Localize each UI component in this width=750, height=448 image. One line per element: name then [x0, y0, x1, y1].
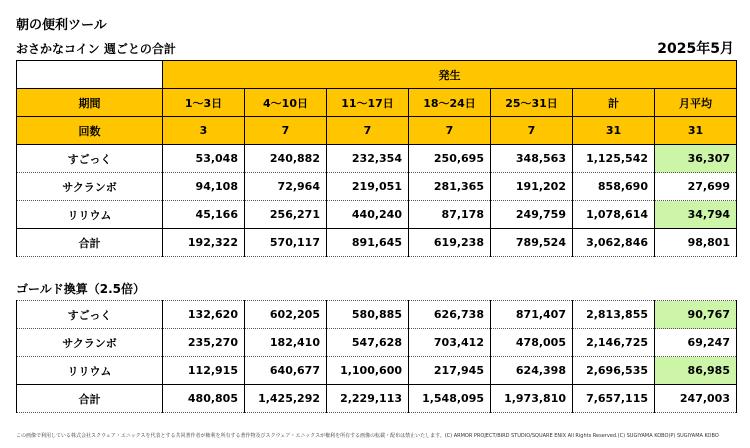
count-cell: 31 — [655, 117, 737, 145]
value-cell: 871,407 — [491, 301, 573, 329]
coin-weekly-table — [16, 60, 737, 257]
value-cell: 217,945 — [409, 357, 491, 385]
value-cell: 703,412 — [409, 329, 491, 357]
value-cell: 94,108 — [163, 173, 245, 201]
value-cell: 626,738 — [409, 301, 491, 329]
table-row — [17, 385, 737, 413]
value-cell: 34,794 — [655, 201, 737, 229]
period-cell: 計 — [573, 89, 655, 117]
row-label: リリウム — [17, 357, 163, 385]
gold-section-title: ゴールド換算（2.5倍） — [16, 282, 146, 296]
value-cell: 3,062,846 — [573, 229, 655, 257]
table-row — [17, 357, 737, 385]
value-cell: 2,813,855 — [573, 301, 655, 329]
value-cell: 36,307 — [655, 145, 737, 173]
value-cell: 249,759 — [491, 201, 573, 229]
value-cell: 348,563 — [491, 145, 573, 173]
value-cell: 247,003 — [655, 385, 737, 413]
row-label: サクランボ — [17, 329, 163, 357]
row-label: リリウム — [17, 201, 163, 229]
value-cell: 53,048 — [163, 145, 245, 173]
value-cell: 192,322 — [163, 229, 245, 257]
period-header: 期間 — [17, 89, 163, 117]
count-cell: 3 — [163, 117, 245, 145]
gold-weekly-table — [16, 300, 737, 413]
value-cell: 1,078,614 — [573, 201, 655, 229]
period-cell: 18〜24日 — [409, 89, 491, 117]
count-cell: 7 — [491, 117, 573, 145]
table-title: おさかなコイン 週ごとの合計 — [16, 42, 176, 56]
count-cell: 7 — [409, 117, 491, 145]
value-cell: 256,271 — [245, 201, 327, 229]
value-cell: 478,005 — [491, 329, 573, 357]
value-cell: 789,524 — [491, 229, 573, 257]
value-cell: 72,964 — [245, 173, 327, 201]
table-row — [17, 173, 737, 201]
table-row — [17, 329, 737, 357]
value-cell: 1,548,095 — [409, 385, 491, 413]
count-header: 回数 — [17, 117, 163, 145]
value-cell: 132,620 — [163, 301, 245, 329]
value-cell: 619,238 — [409, 229, 491, 257]
group-header: 発生 — [163, 61, 737, 89]
value-cell: 624,398 — [491, 357, 573, 385]
value-cell: 69,247 — [655, 329, 737, 357]
copyright-footer: この画像で利用している株式会社スクウェア・エニックスを代表とする共同著作者が権利を所有する著作物及びスクウェア・エニックスが権利を所有する画像の転載・配布は禁止いたします。(C) ARMOR PROJECT/BIRD STUDIO/SQUARE ENIX All Rights Reserved.(C) SUGIYAMA KOBO(P) SUGIYAMA KOBO — [16, 433, 719, 439]
value-cell: 440,240 — [327, 201, 409, 229]
table-row — [17, 201, 737, 229]
value-cell: 640,677 — [245, 357, 327, 385]
period-cell: 1〜3日 — [163, 89, 245, 117]
row-label: サクランボ — [17, 173, 163, 201]
period-cell: 11〜17日 — [327, 89, 409, 117]
count-cell: 7 — [245, 117, 327, 145]
value-cell: 891,645 — [327, 229, 409, 257]
row-label: 合計 — [17, 385, 163, 413]
value-cell: 480,805 — [163, 385, 245, 413]
value-cell: 27,699 — [655, 173, 737, 201]
value-cell: 87,178 — [409, 201, 491, 229]
value-cell: 90,767 — [655, 301, 737, 329]
value-cell: 1,125,542 — [573, 145, 655, 173]
value-cell: 2,146,725 — [573, 329, 655, 357]
value-cell: 250,695 — [409, 145, 491, 173]
value-cell: 112,915 — [163, 357, 245, 385]
value-cell: 281,365 — [409, 173, 491, 201]
corner-cell — [17, 61, 163, 89]
table-row — [17, 145, 737, 173]
value-cell: 858,690 — [573, 173, 655, 201]
period-cell: 25〜31日 — [491, 89, 573, 117]
value-cell: 580,885 — [327, 301, 409, 329]
value-cell: 1,100,600 — [327, 357, 409, 385]
row-label: すごっく — [17, 301, 163, 329]
value-cell: 1,973,810 — [491, 385, 573, 413]
row-label: すごっく — [17, 145, 163, 173]
period-cell: 月平均 — [655, 89, 737, 117]
value-cell: 182,410 — [245, 329, 327, 357]
value-cell: 219,051 — [327, 173, 409, 201]
count-cell: 7 — [327, 117, 409, 145]
value-cell: 240,882 — [245, 145, 327, 173]
value-cell: 232,354 — [327, 145, 409, 173]
period-cell: 4〜10日 — [245, 89, 327, 117]
value-cell: 45,166 — [163, 201, 245, 229]
value-cell: 2,696,535 — [573, 357, 655, 385]
value-cell: 547,628 — [327, 329, 409, 357]
value-cell: 7,657,115 — [573, 385, 655, 413]
value-cell: 570,117 — [245, 229, 327, 257]
value-cell: 602,205 — [245, 301, 327, 329]
count-cell: 31 — [573, 117, 655, 145]
value-cell: 191,202 — [491, 173, 573, 201]
value-cell: 235,270 — [163, 329, 245, 357]
value-cell: 2,229,113 — [327, 385, 409, 413]
table-row — [17, 229, 737, 257]
row-label: 合計 — [17, 229, 163, 257]
value-cell: 98,801 — [655, 229, 737, 257]
table-row — [17, 301, 737, 329]
value-cell: 86,985 — [655, 357, 737, 385]
month-label: 2025年5月 — [657, 41, 734, 57]
value-cell: 1,425,292 — [245, 385, 327, 413]
app-title: 朝の便利ツール — [16, 18, 107, 33]
